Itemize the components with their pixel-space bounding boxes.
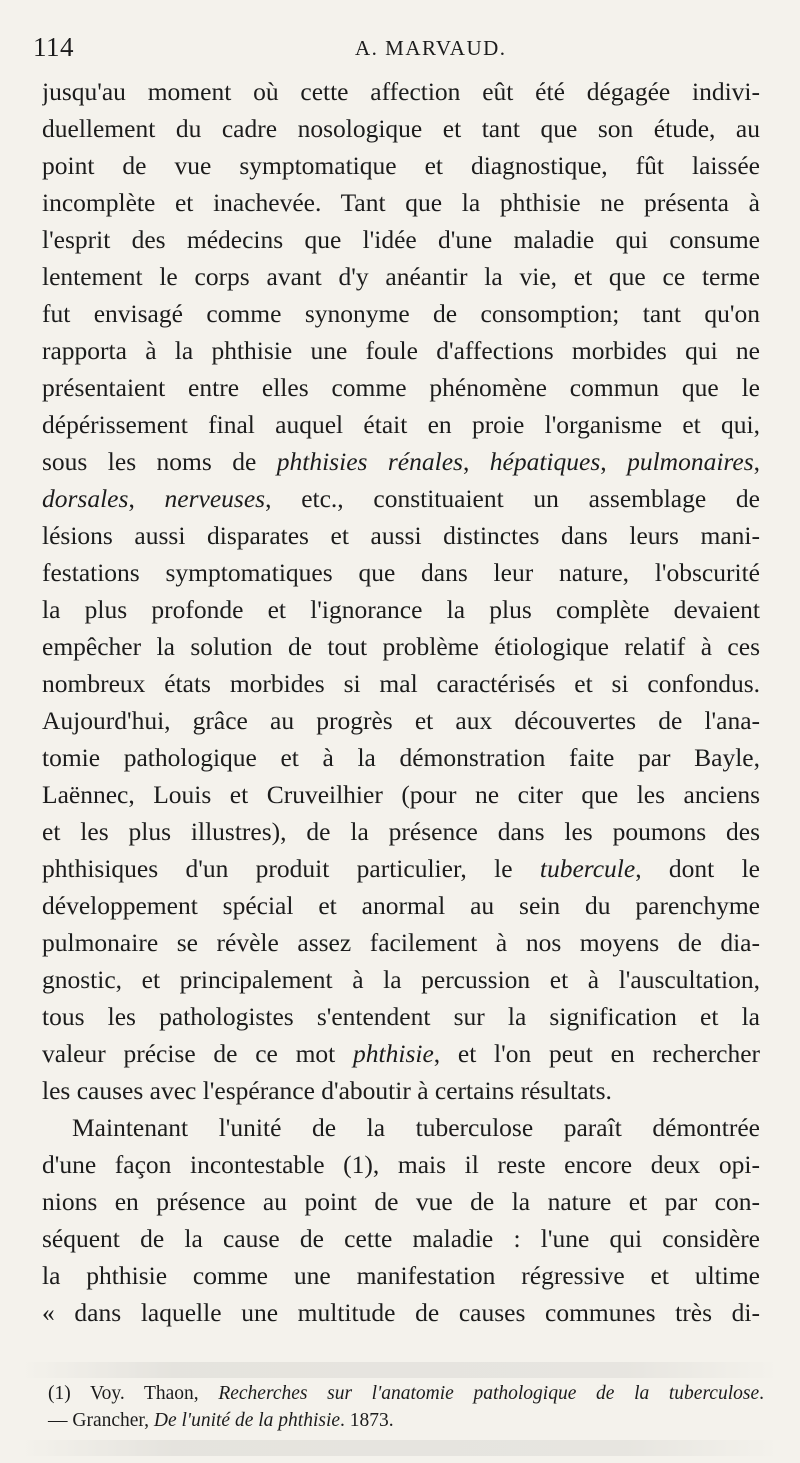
page-header (33, 32, 763, 72)
text-segment: , et l'on peut en rechercher (433, 1039, 760, 1068)
text-line (42, 406, 760, 443)
text-line (42, 184, 760, 221)
text-segment: point de vue symptomatique et diagnostique, fût laissée (42, 151, 760, 180)
text-segment: . 1873. (340, 1410, 394, 1431)
text-line (42, 1183, 760, 1220)
text-segment: incomplète et inachevée. Tant que la phthisie ne présenta à (42, 188, 760, 217)
text-segment: , (128, 484, 165, 513)
text-segment: nions en présence au point de vue de la nature et par con- (42, 1187, 760, 1216)
text-segment: . (759, 1383, 764, 1404)
text-line (42, 332, 760, 369)
text-line (42, 369, 760, 406)
text-segment: Aujourd'hui, grâce au progrès et aux découvertes de l'ana- (42, 706, 760, 735)
italic-text: hépatiques (489, 447, 601, 476)
text-line (42, 443, 760, 480)
text-segment: rapporta à la phthisie une foule d'affections morbides qui ne (42, 336, 760, 365)
text-line (42, 998, 760, 1035)
text-segment: duellement du cadre nosologique et tant que son étude, au (42, 114, 760, 143)
italic-text: phthisies rénales (276, 447, 463, 476)
footnote-line (48, 1407, 764, 1434)
italic-text: dorsales (42, 484, 129, 513)
italic-text: nerveuses (164, 484, 266, 513)
text-line (42, 776, 760, 813)
text-segment: valeur précise de ce mot (42, 1039, 354, 1068)
text-line (42, 1146, 760, 1183)
text-line (42, 813, 760, 850)
text-segment: phthisiques d'un produit particulier, le (42, 854, 540, 883)
text-line (42, 258, 760, 295)
footnote-line (48, 1380, 764, 1407)
text-line (42, 665, 760, 702)
text-segment: , (753, 447, 760, 476)
text-segment: présentaient entre elles comme phénomène commun que le (42, 373, 760, 402)
text-line (42, 1294, 760, 1331)
text-segment: « dans laquelle une multitude de causes communes très di- (42, 1298, 760, 1327)
text-line (42, 1257, 760, 1294)
text-segment: empêcher la solution de tout problème étiologique relatif à ces (42, 632, 760, 661)
text-segment: , (600, 447, 628, 476)
text-line (42, 73, 760, 110)
text-line (42, 1072, 760, 1109)
footnotes (48, 1380, 764, 1434)
body-text (42, 73, 760, 1331)
text-line (42, 628, 760, 665)
text-segment: — Grancher, (48, 1410, 154, 1431)
text-segment: et les plus illustres), de la présence dans les poumons des (42, 817, 760, 846)
bleed-through-shadow (20, 1362, 780, 1378)
text-line (42, 554, 760, 591)
text-segment: , dont le (635, 854, 760, 883)
text-segment: lésions aussi disparates et aussi distinctes dans leurs mani- (42, 521, 760, 550)
text-line (42, 1109, 760, 1146)
text-segment: tous les pathologistes s'entendent sur la signification et la (42, 1002, 760, 1031)
text-segment: d'une façon incontestable (1), mais il reste encore deux opi- (42, 1150, 760, 1179)
text-segment: festations symptomatiques que dans leur nature, l'obscurité (42, 558, 760, 587)
text-line (42, 924, 760, 961)
italic-text: phthisie (353, 1039, 434, 1068)
italic-text: tubercule (539, 854, 636, 883)
text-segment: (1) Voy. Thaon, (48, 1383, 219, 1404)
italic-text: pulmonaires (627, 447, 754, 476)
text-segment: la plus profonde et l'ignorance la plus complète devaient (42, 595, 760, 624)
text-line (42, 961, 760, 998)
text-segment: sous les noms de (42, 447, 277, 476)
text-segment: fut envisagé comme synonyme de consomption; tant qu'on (42, 299, 760, 328)
text-line (42, 1220, 760, 1257)
text-segment: tomie pathologique et à la démonstration faite par Bayle, (42, 743, 760, 772)
text-segment: gnostic, et principalement à la percussion et à l'auscultation, (42, 965, 760, 994)
running-head: A. MARVAUD. (355, 36, 507, 60)
text-line (42, 850, 760, 887)
bleed-through-shadow (20, 1440, 780, 1456)
text-segment: , (462, 447, 490, 476)
text-segment: nombreux états morbides si mal caractérisés et si confondus. (42, 669, 760, 698)
text-line (42, 221, 760, 258)
text-line (42, 887, 760, 924)
text-line (42, 591, 760, 628)
text-line (42, 517, 760, 554)
text-segment: développement spécial et anormal au sein du parenchyme (42, 891, 760, 920)
text-segment: Laënnec, Louis et Cruveilhier (pour ne citer que les anciens (42, 780, 760, 809)
text-segment: séquent de la cause de cette maladie : l'une qui considère (42, 1224, 760, 1253)
text-line (42, 295, 760, 332)
text-segment: l'esprit des médecins que l'idée d'une maladie qui consume (42, 225, 760, 254)
text-segment: dépérissement final auquel était en proie l'organisme et qui, (42, 410, 760, 439)
text-segment: , etc., constituaient un assemblage de (265, 484, 760, 513)
text-line (42, 480, 760, 517)
italic-text: Recherches sur l'anatomie pathologique de la tuberculose (218, 1383, 760, 1404)
text-line (42, 702, 760, 739)
text-line (42, 1035, 760, 1072)
text-line (42, 739, 760, 776)
text-line (42, 110, 760, 147)
italic-text: De l'unité de la phthisie (153, 1410, 341, 1431)
text-segment: jusqu'au moment où cette affection eût été dégagée indivi- (42, 77, 760, 106)
text-segment: les causes avec l'espérance d'aboutir à certains résultats. (42, 1076, 612, 1105)
text-segment: pulmonaire se révèle assez facilement à nos moyens de dia- (42, 928, 760, 957)
text-segment: Maintenant l'unité de la tuberculose paraît démontrée (72, 1113, 760, 1142)
text-segment: lentement le corps avant d'y anéantir la vie, et que ce terme (42, 262, 760, 291)
text-line (42, 147, 760, 184)
text-segment: la phthisie comme une manifestation régressive et ultime (42, 1261, 760, 1290)
page-number: 114 (33, 32, 74, 62)
